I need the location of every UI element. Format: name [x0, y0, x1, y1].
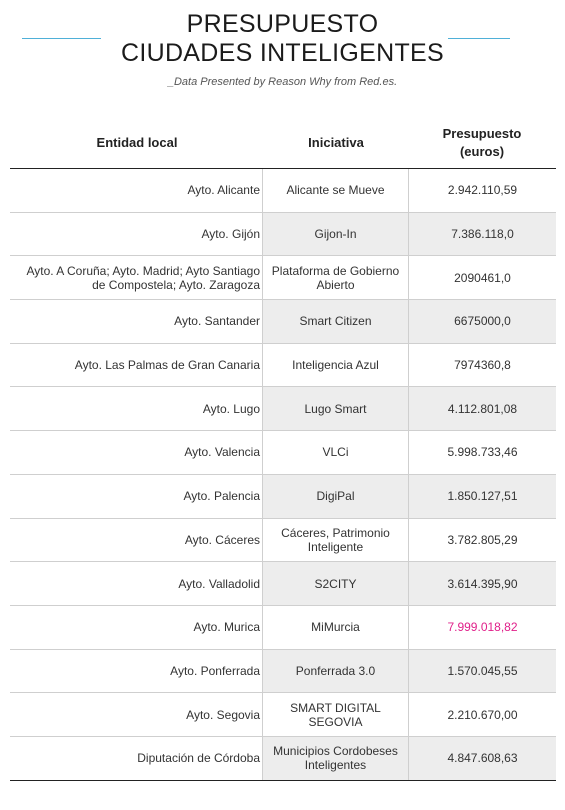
budget-cell: 4.112.801,08 — [408, 387, 556, 430]
initiative-cell: Lugo Smart — [262, 387, 408, 430]
table-row — [10, 387, 556, 431]
entity-cell: Ayto. A Coruña; Ayto. Madrid; Ayto Santiago de Compostela; Ayto. Zaragoza — [26, 263, 260, 292]
budget-cell: 7.999.018,82 — [408, 606, 556, 649]
table-row — [10, 169, 556, 213]
entity-cell: Ayto. Ponferrada — [170, 663, 260, 678]
initiative-cell: S2CITY — [262, 562, 408, 605]
header-initiative: Iniciativa — [308, 134, 364, 150]
initiative-cell: SMART DIGITAL SEGOVIA — [262, 693, 408, 736]
title-line-2: CIUDADES INTELIGENTES — [120, 39, 445, 67]
entity-cell: Diputación de Córdoba — [137, 751, 260, 766]
table-header — [10, 117, 556, 169]
budget-cell: 3.782.805,29 — [408, 519, 556, 562]
header-entity: Entidad local — [96, 134, 178, 150]
budget-table — [10, 117, 556, 781]
budget-cell: 3.614.395,90 — [408, 562, 556, 605]
initiative-cell: Gijon-In — [262, 213, 408, 256]
initiative-cell: MiMurcia — [262, 606, 408, 649]
title-line-1: PRESUPUESTO — [186, 10, 379, 38]
header-budget-line-2: (euros) — [459, 143, 505, 159]
table-row — [10, 213, 556, 257]
header-budget — [408, 117, 556, 168]
initiative-cell: Cáceres, Patrimonio Inteligente — [262, 519, 408, 562]
entity-cell: Ayto. Santander — [174, 314, 260, 329]
initiative-cell: DigiPal — [262, 475, 408, 518]
initiative-cell: Alicante se Mueve — [262, 169, 408, 212]
table-row — [10, 737, 556, 781]
table-row — [10, 256, 556, 300]
entity-cell: Ayto. Valencia — [184, 445, 260, 460]
table-row — [10, 475, 556, 519]
table-row — [10, 562, 556, 606]
initiative-cell: VLCi — [262, 431, 408, 474]
entity-cell: Ayto. Murica — [193, 620, 260, 635]
budget-cell: 5.998.733,46 — [408, 431, 556, 474]
budget-cell: 1.570.045,55 — [408, 650, 556, 693]
budget-cell: 2090461,0 — [408, 256, 556, 299]
budget-cell: 2.942.110,59 — [408, 169, 556, 212]
subtitle: _Data Presented by Reason Why from Red.es. — [167, 76, 398, 88]
entity-cell: Ayto. Alicante — [187, 183, 260, 198]
initiative-cell: Plataforma de Gobierno Abierto — [262, 256, 408, 299]
entity-cell: Ayto. Las Palmas de Gran Canaria — [74, 358, 260, 373]
page-title — [0, 10, 565, 68]
initiative-cell: Ponferrada 3.0 — [262, 650, 408, 693]
budget-cell: 7974360,8 — [408, 344, 556, 387]
entity-cell: Ayto. Cáceres — [184, 532, 260, 547]
initiative-cell: Inteligencia Azul — [262, 344, 408, 387]
entity-cell: Ayto. Gijón — [201, 227, 260, 242]
initiative-cell: Smart Citizen — [262, 300, 408, 343]
decorative-line-right — [448, 38, 510, 39]
table-row — [10, 650, 556, 694]
table-row — [10, 344, 556, 388]
initiative-cell: Municipios Cordobeses Inteligentes — [262, 737, 408, 780]
budget-cell: 6675000,0 — [408, 300, 556, 343]
table-row — [10, 693, 556, 737]
entity-cell: Ayto. Lugo — [202, 401, 260, 416]
entity-cell: Ayto. Segovia — [186, 707, 260, 722]
decorative-line-left — [22, 38, 101, 39]
table-body — [10, 169, 556, 781]
budget-cell: 7.386.118,0 — [408, 213, 556, 256]
table-row — [10, 431, 556, 475]
table-row — [10, 519, 556, 563]
budget-cell: 4.847.608,63 — [408, 737, 556, 780]
table-row — [10, 606, 556, 650]
table-row — [10, 300, 556, 344]
header-budget-line-1: Presupuesto — [442, 125, 522, 141]
budget-cell: 1.850.127,51 — [408, 475, 556, 518]
entity-cell: Ayto. Palencia — [183, 489, 260, 504]
entity-cell: Ayto. Valladolid — [178, 576, 260, 591]
budget-cell: 2.210.670,00 — [408, 693, 556, 736]
